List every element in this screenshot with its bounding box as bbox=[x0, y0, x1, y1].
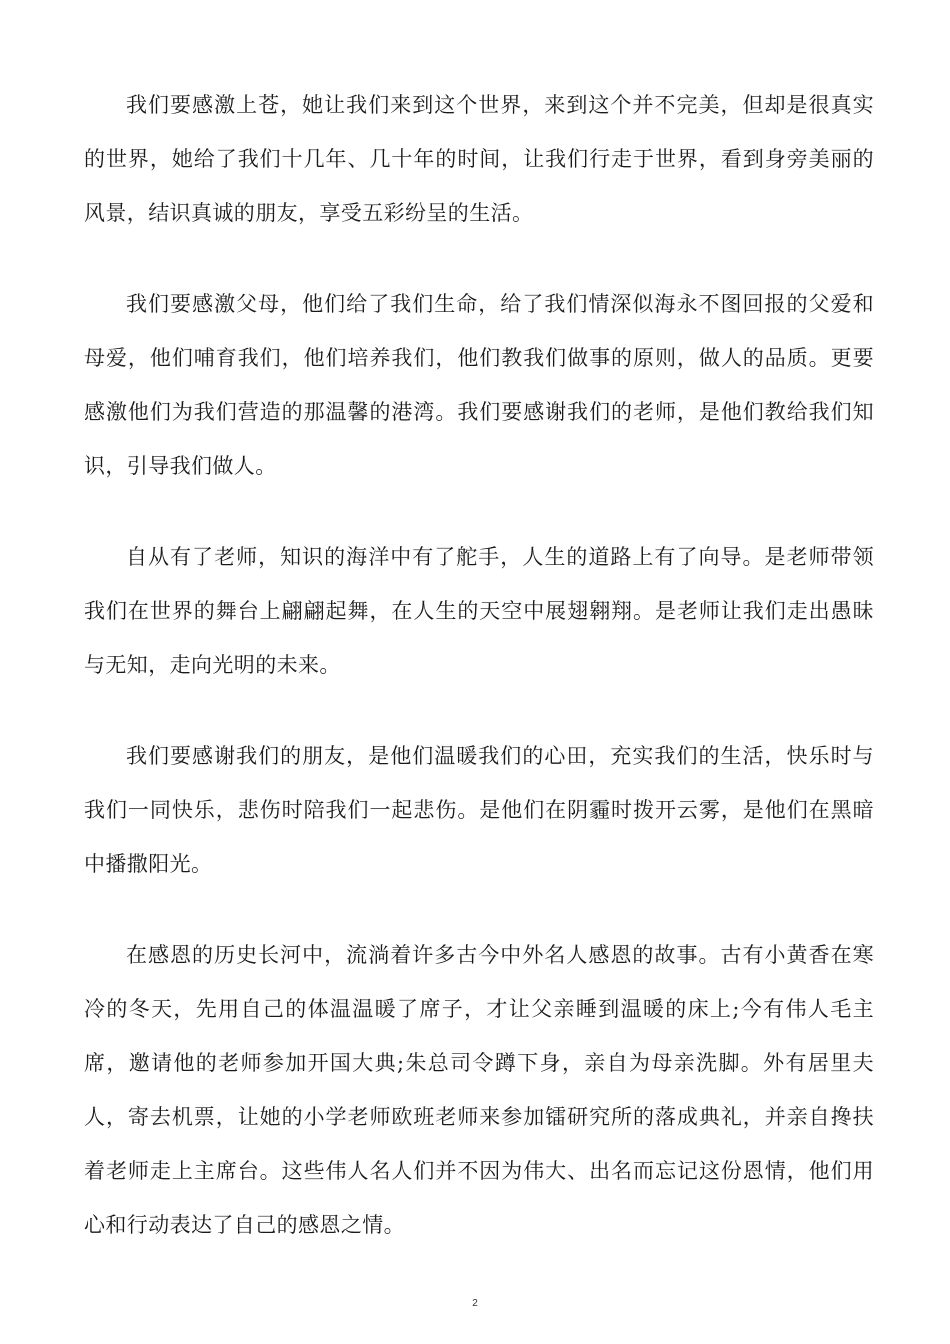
paragraph-3: 自从有了老师，知识的海洋中有了舵手，人生的道路上有了向导。是老师带领我们在世界的舞台上翩翩起舞，在人生的天空中展翅翱翔。是老师让我们走出愚昧与无知，走向光明的未来。 bbox=[84, 545, 874, 677]
paragraph-5: 在感恩的历史长河中，流淌着许多古今中外名人感恩的故事。古有小黄香在寒冷的冬天，先用自己的体温温暖了席子，才让父亲睡到温暖的床上;今有伟人毛主席，邀请他的老师参加开国大典;朱总司令蹲下身，亲自为母亲洗脚。外有居里夫人，寄去机票，让她的小学老师欧班老师来参加镭研究所的落成典礼，并亲自搀扶着老师走上主席台。这些伟人名人们并不因为伟大、出名而忘记这份恩情，他们用心和行动表达了自己的感恩之情。 bbox=[84, 943, 874, 1237]
paragraph-1: 我们要感激上苍，她让我们来到这个世界，来到这个并不完美，但却是很真实的世界，她给了我们十几年、几十年的时间，让我们行走于世界，看到身旁美丽的风景，结识真诚的朋友，享受五彩纷呈的生活。 bbox=[84, 93, 874, 225]
page-number: 2 bbox=[472, 1298, 478, 1309]
paragraph-4: 我们要感谢我们的朋友，是他们温暖我们的心田，充实我们的生活，快乐时与我们一同快乐，悲伤时陪我们一起悲伤。是他们在阴霾时拨开云雾，是他们在黑暗中播撒阳光。 bbox=[84, 744, 874, 876]
paragraph-2: 我们要感激父母，他们给了我们生命，给了我们情深似海永不图回报的父爱和母爱，他们哺育我们，他们培养我们，他们教我们做事的原则，做人的品质。更要感激他们为我们营造的那温馨的港湾。我们要感谢我们的老师，是他们教给我们知识，引导我们做人。 bbox=[84, 292, 874, 478]
document-body bbox=[84, 78, 874, 1289]
